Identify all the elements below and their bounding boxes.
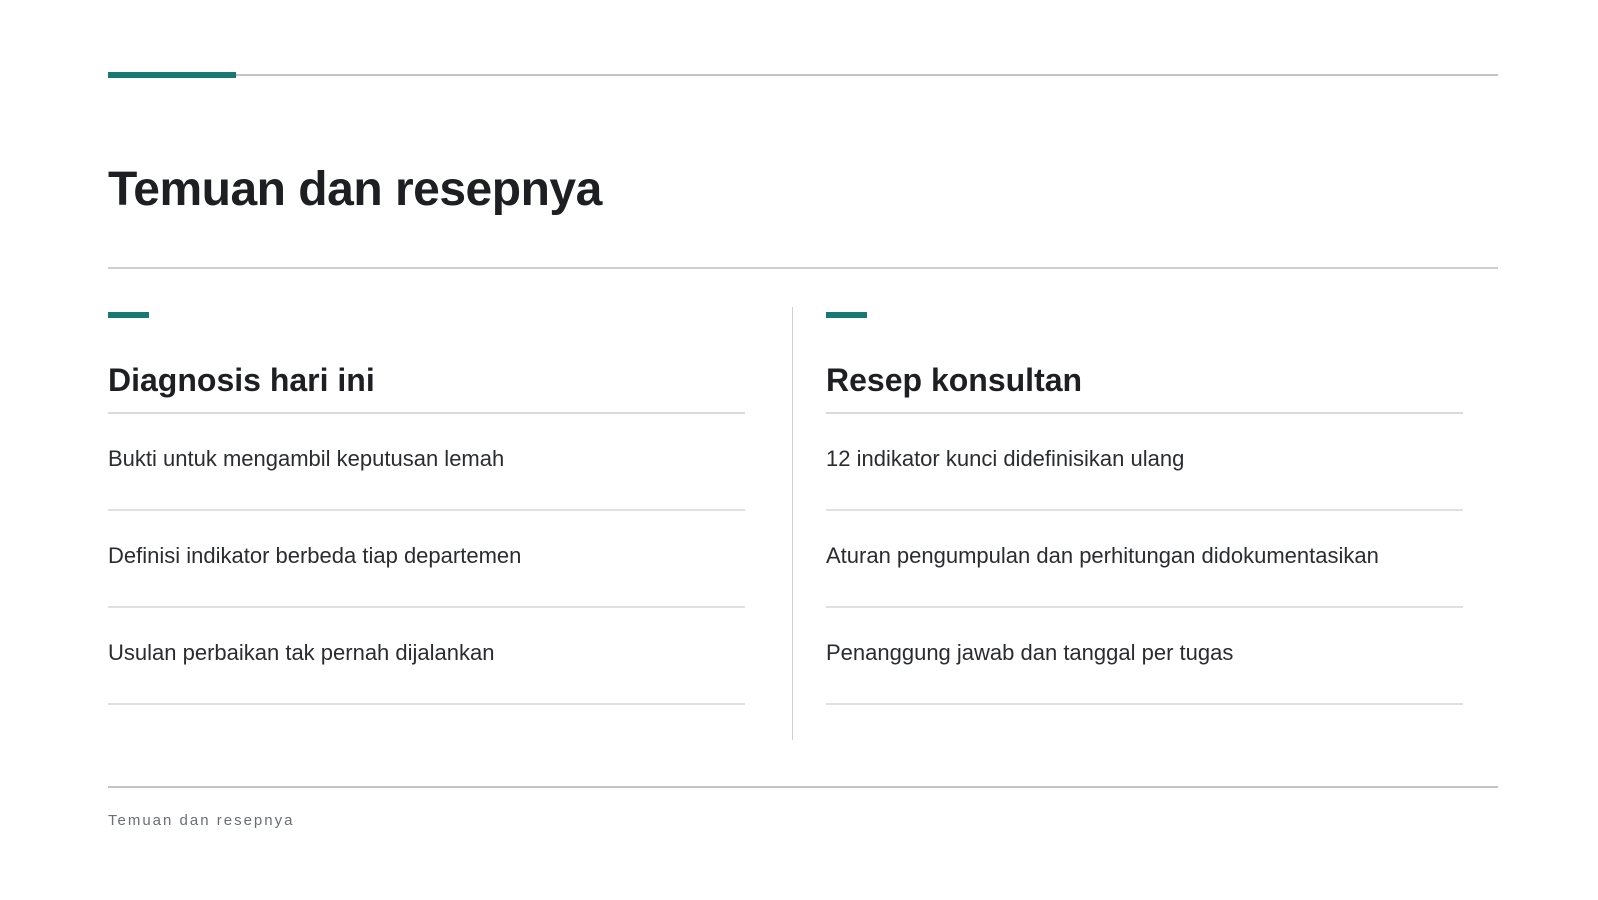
diagnosis-column — [108, 312, 745, 705]
list-item — [826, 414, 1463, 511]
page-title: Temuan dan resepnya — [108, 163, 602, 216]
footer-label: Temuan dan resepnya — [108, 812, 295, 829]
list-item-text: Usulan perbaikan tak pernah dijalankan — [108, 640, 495, 665]
list-item — [108, 414, 745, 511]
top-rule — [108, 74, 1498, 76]
list-item-text: Bukti untuk mengambil keputusan lemah — [108, 446, 505, 471]
top-accent-bar — [108, 72, 236, 78]
prescription-heading: Resep konsultan — [826, 362, 1083, 398]
prescription-column — [826, 312, 1463, 705]
list-item — [108, 608, 745, 705]
footer-divider — [108, 786, 1498, 788]
diagnosis-accent-bar — [108, 312, 149, 318]
list-item — [108, 511, 745, 608]
column-divider — [792, 307, 793, 740]
list-item-text: Aturan pengumpulan dan perhitungan didokumentasikan — [826, 543, 1379, 568]
list-item-text: Definisi indikator berbeda tiap departemen — [108, 543, 522, 568]
list-item — [826, 511, 1463, 608]
prescription-accent-bar — [826, 312, 867, 318]
list-item-text: Penanggung jawab dan tanggal per tugas — [826, 640, 1234, 665]
list-item-text: 12 indikator kunci didefinisikan ulang — [826, 446, 1185, 471]
list-item — [826, 608, 1463, 705]
title-divider — [108, 267, 1498, 269]
diagnosis-heading: Diagnosis hari ini — [108, 362, 375, 398]
